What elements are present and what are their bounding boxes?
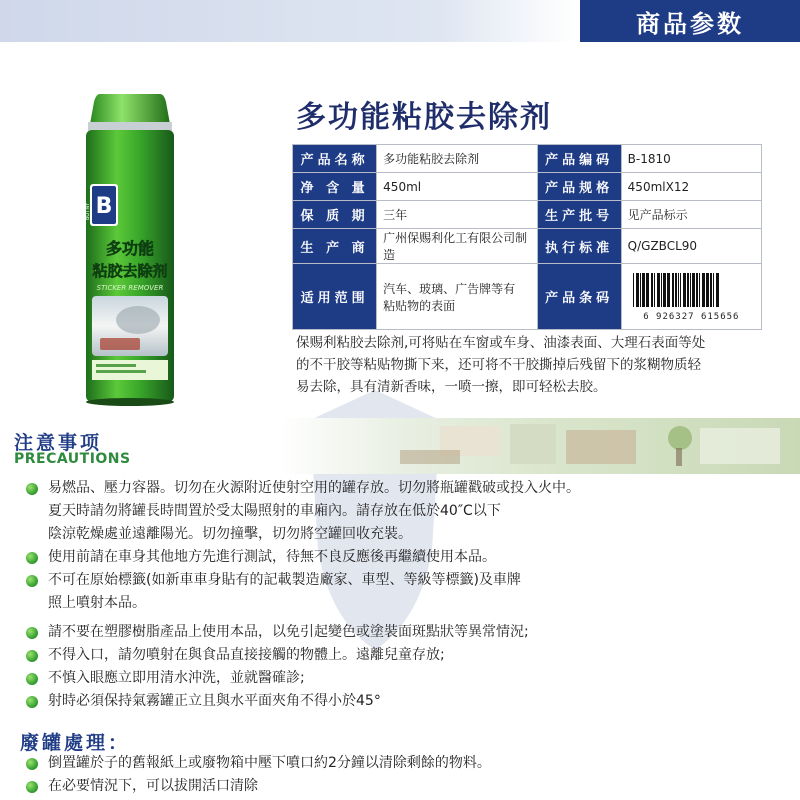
item-text: 倒置罐於子的舊報紙上或廢物箱中壓下噴口約2分鐘以清除剩餘的物料。 [48, 755, 491, 771]
list-item [22, 644, 792, 667]
disposal-list [22, 752, 792, 798]
spec-value: 450mlX12 [621, 173, 761, 201]
spec-label: 生 产 商 [293, 229, 377, 264]
green-dot-icon [26, 650, 38, 662]
item-text: 不慎入眼應立即用清水沖洗，並就醫確診; [48, 670, 305, 686]
spec-value: 见产品标示 [621, 201, 761, 229]
spec-value: 450ml [377, 173, 537, 201]
barcode-image [629, 271, 753, 311]
list-item [22, 546, 792, 569]
spec-value: B-1810 [621, 145, 761, 173]
item-text: 不得入口，請勿噴射在與食品直接接觸的物體上。遠離兒童存放; [48, 647, 445, 663]
barcode-cell [621, 264, 761, 330]
description-line: 保赐利粘胶去除剂,可将贴在车窗或车身、油漆表面、大理石表面等处 [296, 335, 706, 351]
can-label-line2: 粘胶去除剂 [92, 262, 168, 280]
usage-line2: 粘贴物的表面 [383, 298, 456, 313]
item-text: 射時必須保持氣霧罐正立且與水平面夾角不得小於45° [48, 693, 381, 709]
item-text: 請不要在塑膠樹脂產品上使用本品，以免引起變色或塗裝面斑點狀等異常情況; [48, 624, 529, 640]
green-dot-icon [26, 627, 38, 639]
precautions-list [22, 621, 792, 713]
spec-value [377, 264, 537, 330]
list-item [22, 752, 792, 775]
header-badge: 商品参数 [580, 0, 800, 42]
spec-row [293, 173, 762, 201]
precautions-heading-en: PRECAUTIONS [14, 451, 131, 467]
item-text: 不可在原始標籤(如新車車身貼有的記載製造廠家、車型、等級等標籤)及車牌 [48, 572, 521, 588]
item-text: 易燃品、壓力容器。切勿在火源附近使射空用的罐存放。切勿將瓶罐戳破或投入火中。 [48, 480, 580, 496]
spec-value: 多功能粘胶去除剂 [377, 145, 537, 173]
green-dot-icon [26, 696, 38, 708]
green-dot-icon [26, 575, 38, 587]
item-text-cont: 夏天時請勿將罐長時間置於受太陽照射的車廂內。請存放在低於40″C以下 [48, 503, 501, 519]
product-can-image [78, 92, 182, 410]
spec-label: 产品编码 [537, 145, 621, 173]
item-text: 使用前請在車身其他地方先進行測試，待無不良反應後再繼續使用本品。 [48, 549, 496, 565]
precautions-heading: 注意事项 [14, 432, 103, 454]
list-item [22, 690, 792, 713]
usage-line1: 汽车、玻璃、广告牌等有 [383, 281, 516, 296]
description-line: 易去除，具有清新香味，一喷一擦，即可轻松去胶。 [296, 379, 607, 395]
room-photo [380, 420, 800, 472]
product-title: 多功能粘胶去除剂 [296, 100, 552, 135]
spec-row [293, 264, 762, 330]
spec-label: 产品名称 [293, 145, 377, 173]
spec-table [292, 144, 762, 330]
can-brand-side: BOTNY [85, 202, 91, 220]
spec-row [293, 229, 762, 264]
green-dot-icon [26, 758, 38, 770]
spec-value: 广州保赐利化工有限公司制造 [377, 229, 537, 264]
precautions-list [22, 477, 792, 615]
list-item [22, 667, 792, 690]
green-dot-icon [26, 673, 38, 685]
spec-value: Q/GZBCL90 [621, 229, 761, 264]
green-dot-icon [26, 781, 38, 793]
can-brand-letter: B [95, 194, 113, 219]
item-text-cont: 照上噴射本品。 [48, 595, 146, 611]
spec-label: 净 含 量 [293, 173, 377, 201]
spec-row [293, 201, 762, 229]
spec-label: 产品条码 [537, 264, 621, 330]
spec-label: 生产批号 [537, 201, 621, 229]
spec-label: 保 质 期 [293, 201, 377, 229]
green-dot-icon [26, 483, 38, 495]
spec-label: 产品规格 [537, 173, 621, 201]
item-text-cont: 陰涼乾燥處並遠離陽光。切勿撞擊，切勿將空罐回收充裝。 [48, 526, 412, 542]
green-dot-icon [26, 552, 38, 564]
item-text: 在必要情況下，可以拔開活口清除 [48, 778, 258, 794]
list-item [22, 477, 792, 546]
spec-row [293, 145, 762, 173]
list-item [22, 569, 792, 615]
barcode-digits: 6 926327 615656 [643, 312, 740, 322]
can-label-line1: 多功能 [105, 239, 155, 258]
spec-label: 适用范围 [293, 264, 377, 330]
can-label-en: STICKER REMOVER [96, 284, 164, 292]
spec-label: 执行标准 [537, 229, 621, 264]
list-item [22, 775, 792, 798]
disposal-heading: 廢罐處理： [20, 732, 131, 754]
spec-value: 三年 [377, 201, 537, 229]
description-line: 的不干胶等粘贴物撕下来，还可将不干胶撕掉后残留下的浆糊物质轻 [296, 357, 701, 373]
list-item [22, 621, 792, 644]
